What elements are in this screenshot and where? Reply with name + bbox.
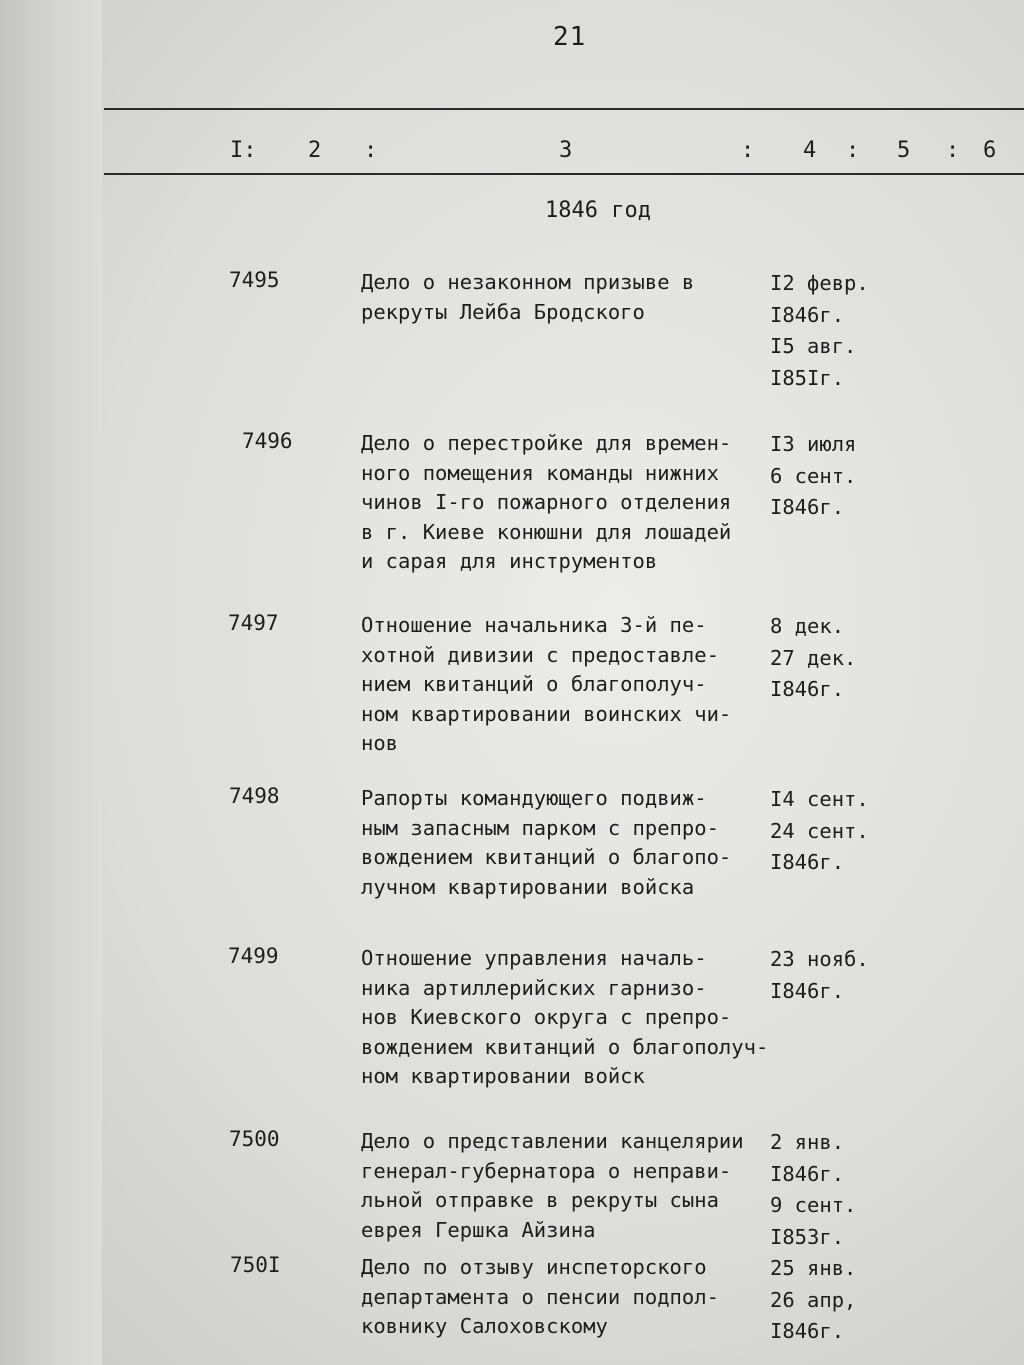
column-header-1: I: bbox=[230, 138, 257, 163]
entry-description: Дело о незаконном призыве в рекруты Лейба Бродского bbox=[361, 270, 695, 324]
page-gutter-shadow bbox=[0, 0, 102, 1365]
entry-description: Дело о перестройке для времен- ного помещения команды нижних чинов I-го пожарного отделения в г. Киеве конюшни для лошадей и сарая для инструментов bbox=[361, 431, 732, 573]
entry-number: 7499 bbox=[228, 944, 279, 968]
entry-number: 7495 bbox=[229, 268, 280, 292]
entry-dates: 8 дек. 27 дек. I846г. bbox=[770, 614, 857, 701]
entry-dates: I4 сент. 24 сент. I846г. bbox=[770, 787, 869, 874]
entry-number: 7496 bbox=[242, 429, 293, 453]
entry-dates: I2 февр. I846г. I5 авг. I85Iг. bbox=[770, 271, 869, 390]
entry-number: 7500 bbox=[229, 1127, 280, 1151]
column-header-2: 2 bbox=[308, 138, 322, 163]
entry-description: Отношение управления началь- ника артиллерийских гарнизо- нов Киевского округа с препро- вождением квитанций о благополуч- ном квартировании войск bbox=[361, 946, 769, 1088]
header-top-rule bbox=[104, 108, 1024, 110]
column-header-4: 4 bbox=[803, 138, 817, 163]
column-separator: : bbox=[364, 138, 378, 163]
entry-description: Отношение начальника 3-й пе- хотной дивизии с предоставле- нием квитанций о благополуч- ном квартировании воинских чи- нов bbox=[361, 613, 732, 755]
column-header-5: 5 bbox=[897, 138, 911, 163]
entry-description: Дело по отзыву инспеторского департамента о пенсии подпол- ковнику Салоховскому bbox=[361, 1255, 719, 1338]
entry-number: 7497 bbox=[228, 611, 279, 635]
entry-number: 750I bbox=[230, 1253, 281, 1277]
column-separator: : bbox=[846, 138, 860, 163]
entry-dates: 23 нояб. I846г. bbox=[770, 947, 869, 1003]
entry-number: 7498 bbox=[229, 784, 280, 808]
year-heading: 1846 год bbox=[545, 198, 651, 223]
entry-dates: 2 янв. I846г. 9 сент. I853г. bbox=[770, 1130, 857, 1249]
entry-description: Дело о представлении канцелярии генерал-губернатора о неправи- льной отправке в рекруты сына еврея Гершка Айзина bbox=[361, 1129, 744, 1242]
entry-description: Рапорты командующего подвиж- ным запасным парком с препро- вождением квитанций о благопо- лучном квартировании войска bbox=[361, 786, 732, 899]
column-header-3: 3 bbox=[559, 138, 573, 163]
header-bottom-rule bbox=[104, 173, 1024, 175]
entry-dates: 25 янв. 26 апр, I846г. bbox=[770, 1256, 857, 1343]
page-number: 21 bbox=[553, 22, 587, 52]
column-header-6: 6 bbox=[983, 138, 997, 163]
column-separator: : bbox=[946, 138, 960, 163]
column-separator: : bbox=[741, 138, 755, 163]
entry-dates: I3 июля 6 сент. I846г. bbox=[770, 432, 857, 519]
